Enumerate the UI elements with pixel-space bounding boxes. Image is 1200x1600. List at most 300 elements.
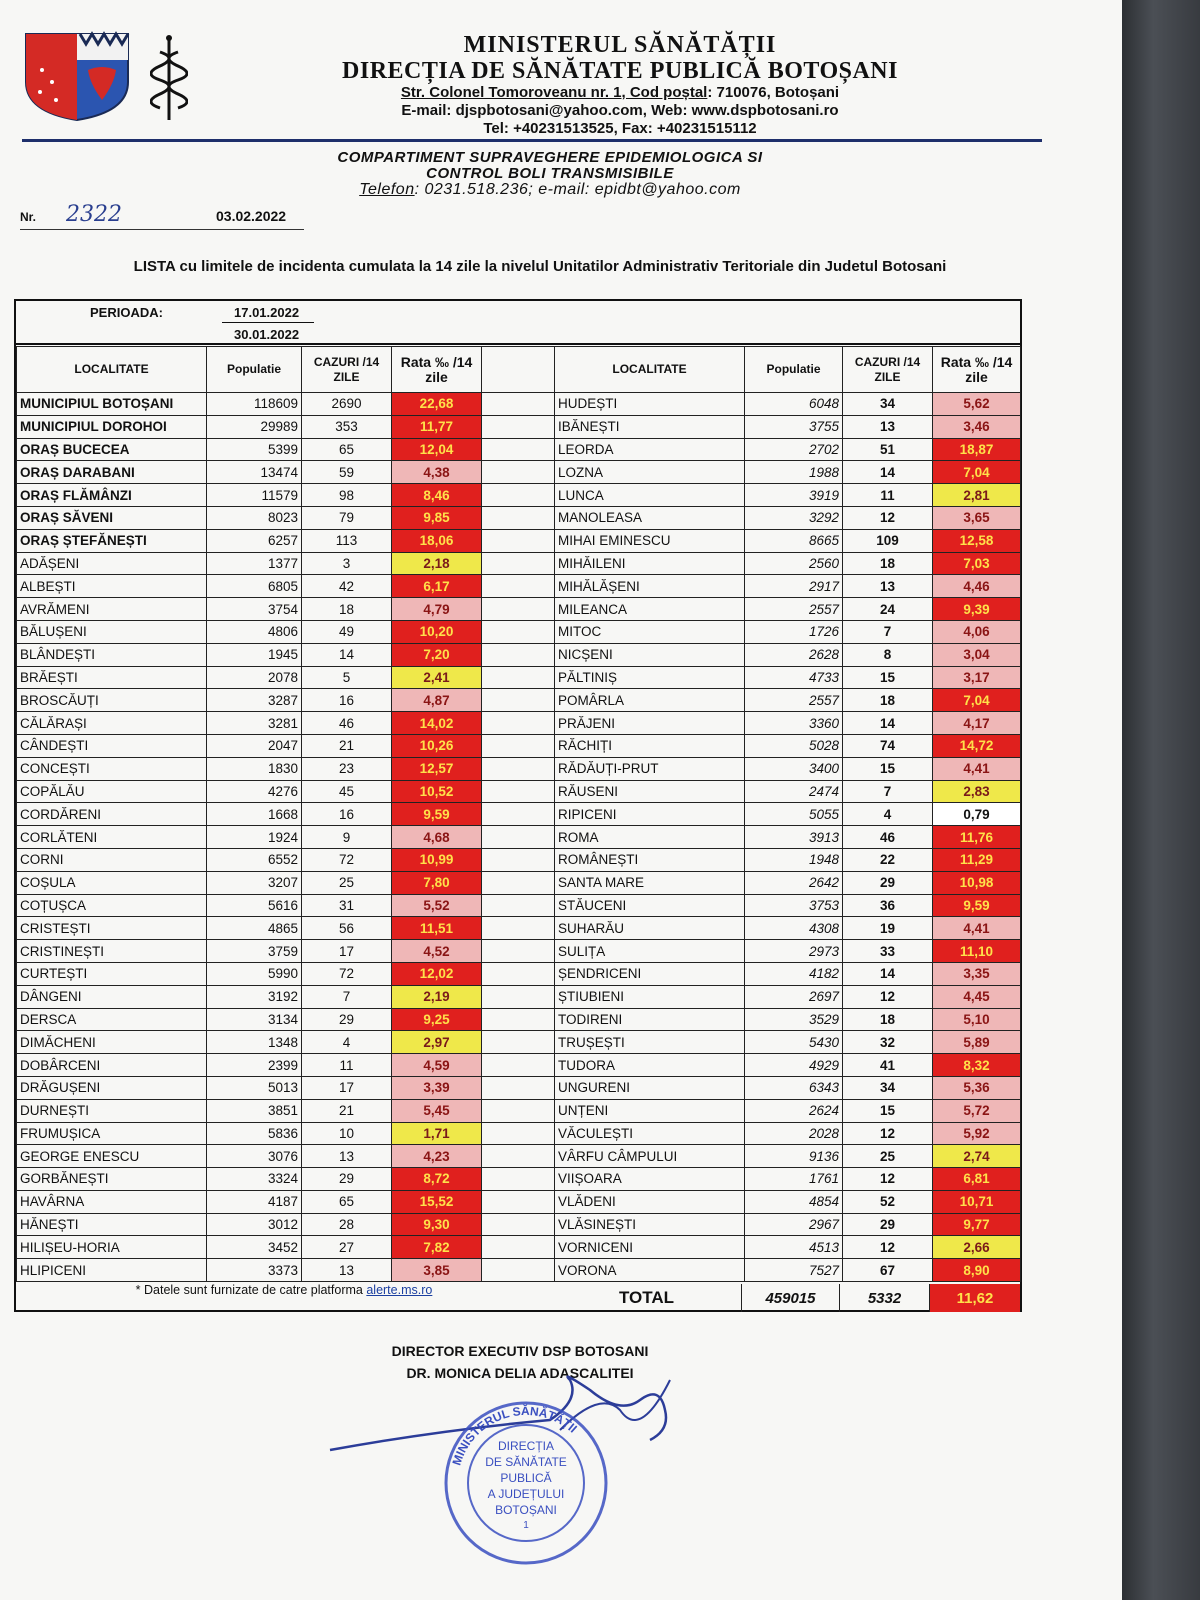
locality-cell: VORONA xyxy=(555,1259,745,1282)
stamp-line-3: PUBLICĂ xyxy=(500,1471,552,1485)
locality-cell: HUDEȘTI xyxy=(555,393,745,416)
locality-cell: ADĂȘENI xyxy=(17,552,207,575)
table-row xyxy=(17,712,555,735)
rate-cell: 4,17 xyxy=(933,712,1021,735)
spacer-cell xyxy=(482,848,555,871)
rate-cell: 10,98 xyxy=(933,871,1021,894)
footnote-text: * Datele sunt furnizate de catre platforma xyxy=(135,1283,367,1297)
locality-cell: HĂNEȘTI xyxy=(17,1213,207,1236)
rate-cell: 2,81 xyxy=(933,484,1021,507)
population-cell: 3281 xyxy=(207,712,302,735)
cases-cell: 8 xyxy=(843,643,933,666)
locality-cell: BLÂNDEȘTI xyxy=(17,643,207,666)
locality-cell: CRISTEȘTI xyxy=(17,917,207,940)
population-cell: 1924 xyxy=(207,826,302,849)
left-header-row xyxy=(17,347,555,393)
rate-cell: 2,41 xyxy=(392,666,482,689)
locality-cell: RĂDĂUȚI-PRUT xyxy=(555,757,745,780)
table-row xyxy=(555,734,1021,757)
spacer-cell xyxy=(482,780,555,803)
population-cell: 11579 xyxy=(207,484,302,507)
locality-cell: RĂUSENI xyxy=(555,780,745,803)
table-row xyxy=(17,689,555,712)
table-row xyxy=(555,826,1021,849)
rate-cell: 4,46 xyxy=(933,575,1021,598)
caduceus-icon xyxy=(150,32,188,124)
cases-cell: 113 xyxy=(302,529,392,552)
table-row xyxy=(17,1076,555,1099)
population-cell: 4276 xyxy=(207,780,302,803)
cases-cell: 29 xyxy=(302,1008,392,1031)
rate-cell: 5,62 xyxy=(933,393,1021,416)
nr-value: 2322 xyxy=(66,202,122,227)
spacer-cell xyxy=(482,1122,555,1145)
table-row xyxy=(555,1145,1021,1168)
rate-cell: 7,03 xyxy=(933,552,1021,575)
locality-cell: HLIPICENI xyxy=(17,1259,207,1282)
cases-cell: 49 xyxy=(302,620,392,643)
rate-cell: 4,41 xyxy=(933,917,1021,940)
cases-cell: 18 xyxy=(302,598,392,621)
cases-cell: 79 xyxy=(302,506,392,529)
department-phone-rest: : 0231.518.236; e-mail: epidbt@yahoo.com xyxy=(414,181,741,198)
cases-cell: 18 xyxy=(843,689,933,712)
rate-cell: 4,59 xyxy=(392,1054,482,1077)
rate-cell: 2,18 xyxy=(392,552,482,575)
population-cell: 3076 xyxy=(207,1145,302,1168)
rate-cell: 7,82 xyxy=(392,1236,482,1259)
spacer-cell xyxy=(482,552,555,575)
alerte-link[interactable]: alerte.ms.ro xyxy=(366,1283,433,1297)
locality-cell: RĂCHIȚI xyxy=(555,734,745,757)
col-rata: Rata ‰ /14 zile xyxy=(933,347,1021,393)
population-cell: 2399 xyxy=(207,1054,302,1077)
department-block xyxy=(150,150,950,198)
population-cell: 29989 xyxy=(207,415,302,438)
cases-cell: 13 xyxy=(302,1145,392,1168)
locality-cell: CONCEȘTI xyxy=(17,757,207,780)
rate-cell: 4,23 xyxy=(392,1145,482,1168)
cases-cell: 12 xyxy=(843,985,933,1008)
population-cell: 4806 xyxy=(207,620,302,643)
table-row xyxy=(17,826,555,849)
spacer-cell xyxy=(482,1190,555,1213)
table-row xyxy=(555,415,1021,438)
cases-cell: 23 xyxy=(302,757,392,780)
population-cell: 1945 xyxy=(207,643,302,666)
locality-cell: NICȘENI xyxy=(555,643,745,666)
phone-fax-line: Tel: +40231513525, Fax: +40231515112 xyxy=(483,120,757,137)
population-cell: 4733 xyxy=(745,666,843,689)
table-row xyxy=(555,1076,1021,1099)
locality-cell: GORBĂNEȘTI xyxy=(17,1168,207,1191)
table-row xyxy=(555,871,1021,894)
cases-cell: 32 xyxy=(843,1031,933,1054)
locality-cell: VLĂDENI xyxy=(555,1190,745,1213)
table-row xyxy=(555,461,1021,484)
locality-cell: UNȚENI xyxy=(555,1099,745,1122)
population-cell: 3287 xyxy=(207,689,302,712)
table-row xyxy=(555,985,1021,1008)
locality-cell: HAVÂRNA xyxy=(17,1190,207,1213)
email-web-line: E-mail: djspbotosani@yahoo.com, Web: www.dspbotosani.ro xyxy=(401,102,839,119)
cases-cell: 9 xyxy=(302,826,392,849)
table-row xyxy=(17,484,555,507)
spacer-cell xyxy=(482,598,555,621)
period-box xyxy=(16,301,1020,345)
cases-cell: 12 xyxy=(843,1168,933,1191)
rate-cell: 7,20 xyxy=(392,643,482,666)
table-row xyxy=(555,1236,1021,1259)
cases-cell: 41 xyxy=(843,1054,933,1077)
locality-cell: GEORGE ENESCU xyxy=(17,1145,207,1168)
cases-cell: 15 xyxy=(843,757,933,780)
locality-cell: DOBÂRCENI xyxy=(17,1054,207,1077)
locality-cell: SULIȚA xyxy=(555,940,745,963)
department-phone xyxy=(150,182,950,198)
locality-cell: MUNICIPIUL DOROHOI xyxy=(17,415,207,438)
cases-cell: 24 xyxy=(843,598,933,621)
total-population: 459015 xyxy=(742,1284,840,1312)
population-cell: 3292 xyxy=(745,506,843,529)
table-row xyxy=(555,666,1021,689)
locality-cell: LUNCA xyxy=(555,484,745,507)
spacer-cell xyxy=(482,643,555,666)
table-row xyxy=(555,848,1021,871)
table-row xyxy=(17,393,555,416)
rate-cell: 12,02 xyxy=(392,962,482,985)
cases-cell: 29 xyxy=(843,871,933,894)
rate-cell: 1,71 xyxy=(392,1122,482,1145)
population-cell: 3755 xyxy=(745,415,843,438)
rate-cell: 9,30 xyxy=(392,1213,482,1236)
locality-cell: STĂUCENI xyxy=(555,894,745,917)
population-cell: 4865 xyxy=(207,917,302,940)
rate-cell: 4,79 xyxy=(392,598,482,621)
population-cell: 3913 xyxy=(745,826,843,849)
spacer-cell xyxy=(482,1168,555,1191)
cases-cell: 27 xyxy=(302,1236,392,1259)
stamp-line-6: 1 xyxy=(523,1520,529,1531)
population-cell: 4308 xyxy=(745,917,843,940)
rate-cell: 11,76 xyxy=(933,826,1021,849)
table-row xyxy=(17,1145,555,1168)
spacer-cell xyxy=(482,506,555,529)
rate-cell: 12,58 xyxy=(933,529,1021,552)
population-cell: 4929 xyxy=(745,1054,843,1077)
population-cell: 9136 xyxy=(745,1145,843,1168)
locality-cell: COȘULA xyxy=(17,871,207,894)
table-row xyxy=(555,689,1021,712)
locality-cell: VIIȘOARA xyxy=(555,1168,745,1191)
rate-cell: 22,68 xyxy=(392,393,482,416)
population-cell: 1948 xyxy=(745,848,843,871)
spacer-cell xyxy=(482,1076,555,1099)
rate-cell: 7,04 xyxy=(933,461,1021,484)
population-cell: 2557 xyxy=(745,598,843,621)
table-row xyxy=(17,803,555,826)
population-cell: 2028 xyxy=(745,1122,843,1145)
population-cell: 5013 xyxy=(207,1076,302,1099)
rate-cell: 2,74 xyxy=(933,1145,1021,1168)
population-cell: 6805 xyxy=(207,575,302,598)
spacer-cell xyxy=(482,757,555,780)
table-row xyxy=(17,871,555,894)
right-incidence-table xyxy=(554,346,1021,1282)
cases-cell: 18 xyxy=(843,552,933,575)
cases-cell: 33 xyxy=(843,940,933,963)
population-cell: 1988 xyxy=(745,461,843,484)
table-row xyxy=(17,757,555,780)
locality-cell: PRĂJENI xyxy=(555,712,745,735)
rate-cell: 5,72 xyxy=(933,1099,1021,1122)
spacer-cell xyxy=(482,1008,555,1031)
spacer-cell xyxy=(482,871,555,894)
rate-cell: 8,32 xyxy=(933,1054,1021,1077)
table-row xyxy=(555,484,1021,507)
cases-cell: 34 xyxy=(843,393,933,416)
rate-cell: 9,39 xyxy=(933,598,1021,621)
population-cell: 5990 xyxy=(207,962,302,985)
cases-cell: 13 xyxy=(843,575,933,598)
locality-cell: CORNI xyxy=(17,848,207,871)
locality-cell: ORAȘ ȘTEFĂNEȘTI xyxy=(17,529,207,552)
rate-cell: 11,29 xyxy=(933,848,1021,871)
stamp-line-2: DE SĂNĂTATE xyxy=(485,1455,567,1469)
spacer-cell xyxy=(482,529,555,552)
spacer-cell xyxy=(482,734,555,757)
period-divider xyxy=(222,322,314,323)
population-cell: 2557 xyxy=(745,689,843,712)
locality-cell: DIMĂCHENI xyxy=(17,1031,207,1054)
table-row xyxy=(17,438,555,461)
cases-cell: 72 xyxy=(302,962,392,985)
population-cell: 4854 xyxy=(745,1190,843,1213)
rate-cell: 4,06 xyxy=(933,620,1021,643)
data-source-footnote xyxy=(16,1283,552,1297)
table-row xyxy=(17,734,555,757)
spacer-cell xyxy=(482,415,555,438)
table-row xyxy=(17,1031,555,1054)
population-cell: 3192 xyxy=(207,985,302,1008)
right-header-row xyxy=(555,347,1021,393)
spacer-cell xyxy=(482,826,555,849)
stamp-line-5: BOTOȘANI xyxy=(495,1503,557,1517)
population-cell: 118609 xyxy=(207,393,302,416)
directorate-name: DIRECȚIA DE SĂNĂTATE PUBLICĂ BOTOȘANI xyxy=(342,58,898,84)
table-row xyxy=(555,917,1021,940)
spacer-cell xyxy=(482,1213,555,1236)
table-row xyxy=(17,848,555,871)
rate-cell: 8,72 xyxy=(392,1168,482,1191)
locality-cell: MITOC xyxy=(555,620,745,643)
locality-cell: BRĂEȘTI xyxy=(17,666,207,689)
address-street: Str. Colonel Tomoroveanu nr. 1, Cod poștal xyxy=(400,84,708,101)
locality-cell: HILIȘEU-HORIA xyxy=(17,1236,207,1259)
locality-cell: CRISTINEȘTI xyxy=(17,940,207,963)
col-localitate: LOCALITATE xyxy=(17,347,207,393)
table-row xyxy=(555,712,1021,735)
table-row xyxy=(555,438,1021,461)
cases-cell: 46 xyxy=(302,712,392,735)
col-spacer xyxy=(482,347,555,393)
cases-cell: 25 xyxy=(843,1145,933,1168)
director-name: DR. MONICA DELIA ADASCALITEI xyxy=(406,1365,634,1381)
table-row xyxy=(555,506,1021,529)
spacer-cell xyxy=(482,1099,555,1122)
rate-cell: 12,57 xyxy=(392,757,482,780)
cases-cell: 18 xyxy=(843,1008,933,1031)
locality-cell: CĂLĂRAȘI xyxy=(17,712,207,735)
spacer-cell xyxy=(482,575,555,598)
cases-cell: 51 xyxy=(843,438,933,461)
spacer-cell xyxy=(482,1054,555,1077)
locality-cell: MIHĂILENI xyxy=(555,552,745,575)
stamp-line-4: A JUDEȚULUI xyxy=(487,1487,565,1501)
locality-cell: BĂLUȘENI xyxy=(17,620,207,643)
locality-cell: VLĂSINEȘTI xyxy=(555,1213,745,1236)
locality-cell: CÂNDEȘTI xyxy=(17,734,207,757)
rate-cell: 9,59 xyxy=(933,894,1021,917)
cases-cell: 28 xyxy=(302,1213,392,1236)
rate-cell: 14,72 xyxy=(933,734,1021,757)
population-cell: 1830 xyxy=(207,757,302,780)
table-row xyxy=(555,1031,1021,1054)
cases-cell: 29 xyxy=(302,1168,392,1191)
population-cell: 2697 xyxy=(745,985,843,1008)
cases-cell: 353 xyxy=(302,415,392,438)
table-row xyxy=(555,1213,1021,1236)
table-row xyxy=(555,780,1021,803)
rate-cell: 5,10 xyxy=(933,1008,1021,1031)
population-cell: 2967 xyxy=(745,1213,843,1236)
locality-cell: VĂCULEȘTI xyxy=(555,1122,745,1145)
col-cazuri: CAZURI /14 ZILE xyxy=(843,347,933,393)
population-cell: 13474 xyxy=(207,461,302,484)
rate-cell: 12,04 xyxy=(392,438,482,461)
rate-cell: 7,04 xyxy=(933,689,1021,712)
population-cell: 3360 xyxy=(745,712,843,735)
population-cell: 2078 xyxy=(207,666,302,689)
table-row xyxy=(17,598,555,621)
cases-cell: 45 xyxy=(302,780,392,803)
rate-cell: 9,59 xyxy=(392,803,482,826)
population-cell: 3754 xyxy=(207,598,302,621)
population-cell: 1348 xyxy=(207,1031,302,1054)
rate-cell: 3,46 xyxy=(933,415,1021,438)
table-row xyxy=(555,1054,1021,1077)
locality-cell: DÂNGENI xyxy=(17,985,207,1008)
population-cell: 6257 xyxy=(207,529,302,552)
spacer-cell xyxy=(482,484,555,507)
table-row xyxy=(17,940,555,963)
locality-cell: IBĂNEȘTI xyxy=(555,415,745,438)
rate-cell: 3,04 xyxy=(933,643,1021,666)
population-cell: 2474 xyxy=(745,780,843,803)
county-coat-of-arms xyxy=(22,30,132,122)
rate-cell: 2,83 xyxy=(933,780,1021,803)
cases-cell: 29 xyxy=(843,1213,933,1236)
spacer-cell xyxy=(482,1236,555,1259)
rate-cell: 2,66 xyxy=(933,1236,1021,1259)
cases-cell: 98 xyxy=(302,484,392,507)
director-title: DIRECTOR EXECUTIV DSP BOTOSANI xyxy=(391,1343,649,1359)
locality-cell: ROMA xyxy=(555,826,745,849)
population-cell: 8665 xyxy=(745,529,843,552)
locality-cell: SANTA MARE xyxy=(555,871,745,894)
cases-cell: 12 xyxy=(843,506,933,529)
cases-cell: 7 xyxy=(843,780,933,803)
rate-cell: 11,10 xyxy=(933,940,1021,963)
population-cell: 6343 xyxy=(745,1076,843,1099)
table-row xyxy=(555,620,1021,643)
cases-cell: 52 xyxy=(843,1190,933,1213)
table-row xyxy=(555,643,1021,666)
population-cell: 6552 xyxy=(207,848,302,871)
rate-cell: 4,41 xyxy=(933,757,1021,780)
cases-cell: 13 xyxy=(302,1259,392,1282)
table-row xyxy=(17,917,555,940)
population-cell: 3919 xyxy=(745,484,843,507)
population-cell: 4182 xyxy=(745,962,843,985)
spacer-cell xyxy=(482,1145,555,1168)
table-row xyxy=(17,1213,555,1236)
spacer-cell xyxy=(482,962,555,985)
spacer-cell xyxy=(482,985,555,1008)
population-cell: 5028 xyxy=(745,734,843,757)
total-label: TOTAL xyxy=(552,1284,742,1312)
rate-cell: 10,52 xyxy=(392,780,482,803)
ministry-name: MINISTERUL SĂNĂTĂȚII xyxy=(463,32,777,58)
table-row xyxy=(17,962,555,985)
locality-cell: TRUȘEȘTI xyxy=(555,1031,745,1054)
population-cell: 3529 xyxy=(745,1008,843,1031)
table-row xyxy=(17,1122,555,1145)
cases-cell: 2690 xyxy=(302,393,392,416)
rate-cell: 6,81 xyxy=(933,1168,1021,1191)
population-cell: 3324 xyxy=(207,1168,302,1191)
population-cell: 2047 xyxy=(207,734,302,757)
rate-cell: 18,87 xyxy=(933,438,1021,461)
cases-cell: 109 xyxy=(843,529,933,552)
cases-cell: 19 xyxy=(843,917,933,940)
rate-cell: 2,19 xyxy=(392,985,482,1008)
population-cell: 3400 xyxy=(745,757,843,780)
locality-cell: PĂLTINIȘ xyxy=(555,666,745,689)
cases-cell: 14 xyxy=(843,712,933,735)
spacer-cell xyxy=(482,461,555,484)
table-row xyxy=(555,803,1021,826)
spacer-cell xyxy=(482,689,555,712)
locality-cell: FRUMUȘICA xyxy=(17,1122,207,1145)
address-postal: : 710076, Botoșani xyxy=(707,84,840,101)
spacer-cell xyxy=(482,1031,555,1054)
spacer-cell xyxy=(482,393,555,416)
letterhead xyxy=(200,32,1040,138)
table-row xyxy=(555,894,1021,917)
cases-cell: 7 xyxy=(302,985,392,1008)
locality-cell: CORDĂRENI xyxy=(17,803,207,826)
rate-cell: 5,45 xyxy=(392,1099,482,1122)
table-row xyxy=(555,1259,1021,1282)
population-cell: 4187 xyxy=(207,1190,302,1213)
table-row xyxy=(555,598,1021,621)
spacer-cell xyxy=(482,712,555,735)
population-cell: 3207 xyxy=(207,871,302,894)
rate-cell: 10,26 xyxy=(392,734,482,757)
table-row xyxy=(555,552,1021,575)
locality-cell: TODIRENI xyxy=(555,1008,745,1031)
